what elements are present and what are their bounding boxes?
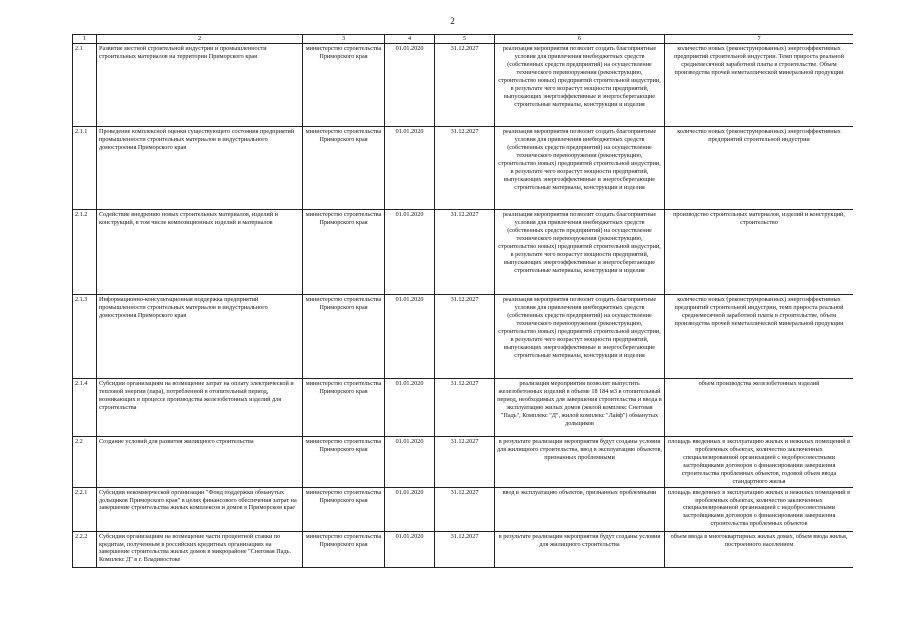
executor: министерство строительства Приморского края <box>303 487 385 531</box>
indicator: площадь введенных в эксплуатацию жилых и нежилых помещений в проблемных объектах, количество заключенных специализированной организацией с недобросовестными застройщиками договоров о финансировании завершения строительства проблемных объектов, годовой объем ввода стандартного жилья <box>665 436 854 487</box>
document-table-wrapper <box>72 34 853 640</box>
expected-result: в результате реализации мероприятия будут созданы условия для жилищного строительства, ввод в эксплуатацию объектов, признанных проблемными <box>495 436 665 487</box>
expected-result: реализация мероприятия позволит создать благоприятные условия для привлечения внебюджетных средств (собственных средств предприятий) на осуществление технического перевооружения (реконструкцию, строительство новых) предприятий строительной индустрии, в результате чего возрастут мощности предприятий, выпускающих энергоэффективные и энергосберегающие строительные материалы, конструкции и изделия <box>495 209 665 294</box>
header-cell-7: 7 <box>665 35 854 44</box>
row-number: 2.1.4 <box>73 378 97 436</box>
row-number: 2.2.1 <box>73 487 97 531</box>
activity-name: Субсидии организациям на возмещение затрат на оплату электрической и тепловой энергии (пара), потребленной в отопительный период, возникающих в процессе производства железобетонных изделий для строительства <box>97 378 303 436</box>
start-date: 01.01.2020 <box>385 209 435 294</box>
table-row <box>73 126 854 209</box>
indicator: производство строительных материалов, изделий и конструкций, строительство <box>665 209 854 294</box>
executor: министерство строительства Приморского края <box>303 436 385 487</box>
table-header <box>73 35 854 44</box>
table-row <box>73 531 854 567</box>
start-date: 01.01.2020 <box>385 126 435 209</box>
expected-result: реализация мероприятия позволит создать благоприятные условия для привлечения внебюджетных средств (собственных средств предприятий) на осуществление технического перевооружения (реконструкцию, строительство новых) предприятий строительной индустрии, в результате чего возрастут мощности предприятий, выпускающих энергоэффективные и энергосберегающие строительные материалы, конструкции и изделия <box>495 43 665 126</box>
executor: министерство строительства Приморского края <box>303 43 385 126</box>
expected-result: в результате реализации мероприятия будут созданы условия для жилищного строительства <box>495 531 665 567</box>
end-date: 31.12.2027 <box>435 294 495 378</box>
activity-name: Субсидии некоммерческой организации "Фонд поддержки обманутых дольщиков Приморского края" в целях финансового обеспечения затрат на завершение строительства жилых комплексов и домов в Приморском крае <box>97 487 303 531</box>
end-date: 31.12.2027 <box>435 436 495 487</box>
expected-result: реализация мероприятия позволит создать благоприятные условия для привлечения внебюджетных средств (собственных средств предприятий) на осуществление технического перевооружения (реконструкцию, строительство новых) предприятий строительной индустрии, в результате чего возрастут мощности предприятий, выпускающих энергоэффективные и энергосберегающие строительные материалы, конструкции и изделия <box>495 294 665 378</box>
page-number: 2 <box>450 16 455 26</box>
activity-name: Развитие местной строительной индустрии и промышленности строительных материалов на территории Приморского края <box>97 43 303 126</box>
start-date: 01.01.2020 <box>385 436 435 487</box>
row-number: 2.2 <box>73 436 97 487</box>
start-date: 01.01.2020 <box>385 531 435 567</box>
table-row <box>73 43 854 126</box>
executor: министерство строительства Приморского края <box>303 378 385 436</box>
table-row <box>73 436 854 487</box>
indicator: количество новых (реконструированных) энергоэффективных предприятий строительной индустрии <box>665 126 854 209</box>
end-date: 31.12.2027 <box>435 378 495 436</box>
table-row <box>73 294 854 378</box>
activity-name: Субсидии организациям на возмещение части процентной ставки по кредитам, полученным в российских кредитных организациях на завершение строительства жилых домов в микрорайоне "Снеговая Падь. Комплекс Д" в г. Владивостоке <box>97 531 303 567</box>
start-date: 01.01.2020 <box>385 294 435 378</box>
end-date: 31.12.2027 <box>435 531 495 567</box>
row-number: 2.1.3 <box>73 294 97 378</box>
start-date: 01.01.2020 <box>385 43 435 126</box>
executor: министерство строительства Приморского края <box>303 126 385 209</box>
header-cell-6: 6 <box>495 35 665 44</box>
executor: министерство строительства Приморского края <box>303 294 385 378</box>
row-number: 2.1.1 <box>73 126 97 209</box>
activity-name: Информационно-консультационная поддержка предприятий промышленности строительных материалов и индустриального домостроения Приморского края <box>97 294 303 378</box>
activity-name: Содействие внедрению новых строительных материалов, изделий и конструкций, в том числе композиционных изделий и материалов <box>97 209 303 294</box>
activities-table <box>72 34 853 568</box>
indicator: объем производства железобетонных изделий <box>665 378 854 436</box>
end-date: 31.12.2027 <box>435 43 495 126</box>
header-row <box>73 35 854 44</box>
expected-result: ввод в эксплуатацию объектов, признанных проблемными <box>495 487 665 531</box>
indicator: количество новых (реконструированных) энергоэффективных предприятий строительной индустрии. Темп прироста реальной среднемесячной заработной платы в строительстве. Объем производства прочей неметаллической минеральной продукции <box>665 43 854 126</box>
activity-name: Создание условий для развития жилищного строительства <box>97 436 303 487</box>
end-date: 31.12.2027 <box>435 487 495 531</box>
activity-name: Проведение комплексной оценки существующего состояния предприятий промышленности строительных материалов и индустриального домостроения Приморского края <box>97 126 303 209</box>
header-cell-3: 3 <box>303 35 385 44</box>
table-row <box>73 378 854 436</box>
start-date: 01.01.2020 <box>385 487 435 531</box>
header-cell-2: 2 <box>97 35 303 44</box>
start-date: 01.01.2020 <box>385 378 435 436</box>
executor: министерство строительства Приморского края <box>303 209 385 294</box>
table-body <box>73 43 854 567</box>
row-number: 2.1 <box>73 43 97 126</box>
indicator: количество новых (реконструированных) энергоэффективных предприятий строительной индустрии, темп прироста реальной среднемесячной заработной платы в строительстве, объем производства прочей неметаллической минеральной продукции <box>665 294 854 378</box>
end-date: 31.12.2027 <box>435 126 495 209</box>
expected-result: реализация мероприятия позволит выпустить железобетонных изделий в объеме 18 184 м3 в отопительный период, необходимых для завершения строительства и ввода в эксплуатацию жилых домов (жилой комплекс Снеговая "Падь", Комплекс "Д", жилой комплекс "Лайф") обманутых дольщиков <box>495 378 665 436</box>
row-number: 2.1.2 <box>73 209 97 294</box>
header-cell-5: 5 <box>435 35 495 44</box>
header-cell-4: 4 <box>385 35 435 44</box>
executor: министерство строительства Приморского края <box>303 531 385 567</box>
header-cell-1: 1 <box>73 35 97 44</box>
indicator: объем ввода в многоквартирных жилых домах, объем ввода жилья, построенного населением <box>665 531 854 567</box>
row-number: 2.2.2 <box>73 531 97 567</box>
table-row <box>73 209 854 294</box>
table-row <box>73 487 854 531</box>
expected-result: реализация мероприятия позволит создать благоприятные условия для привлечения внебюджетных средств (собственных средств предприятий) на осуществление технического перевооружения (реконструкцию, строительство новых) предприятий строительной индустрии, в результате чего возрастут мощности предприятий, выпускающих энергоэффективные и энергосберегающие строительные материалы, конструкции и изделия <box>495 126 665 209</box>
end-date: 31.12.2027 <box>435 209 495 294</box>
indicator: площадь введенных в эксплуатацию жилых и нежилых помещений в проблемных объектах, количество заключенных специализированной организацией с недобросовестными застройщиками договоров о финансировании завершения строительства проблемных объектов <box>665 487 854 531</box>
